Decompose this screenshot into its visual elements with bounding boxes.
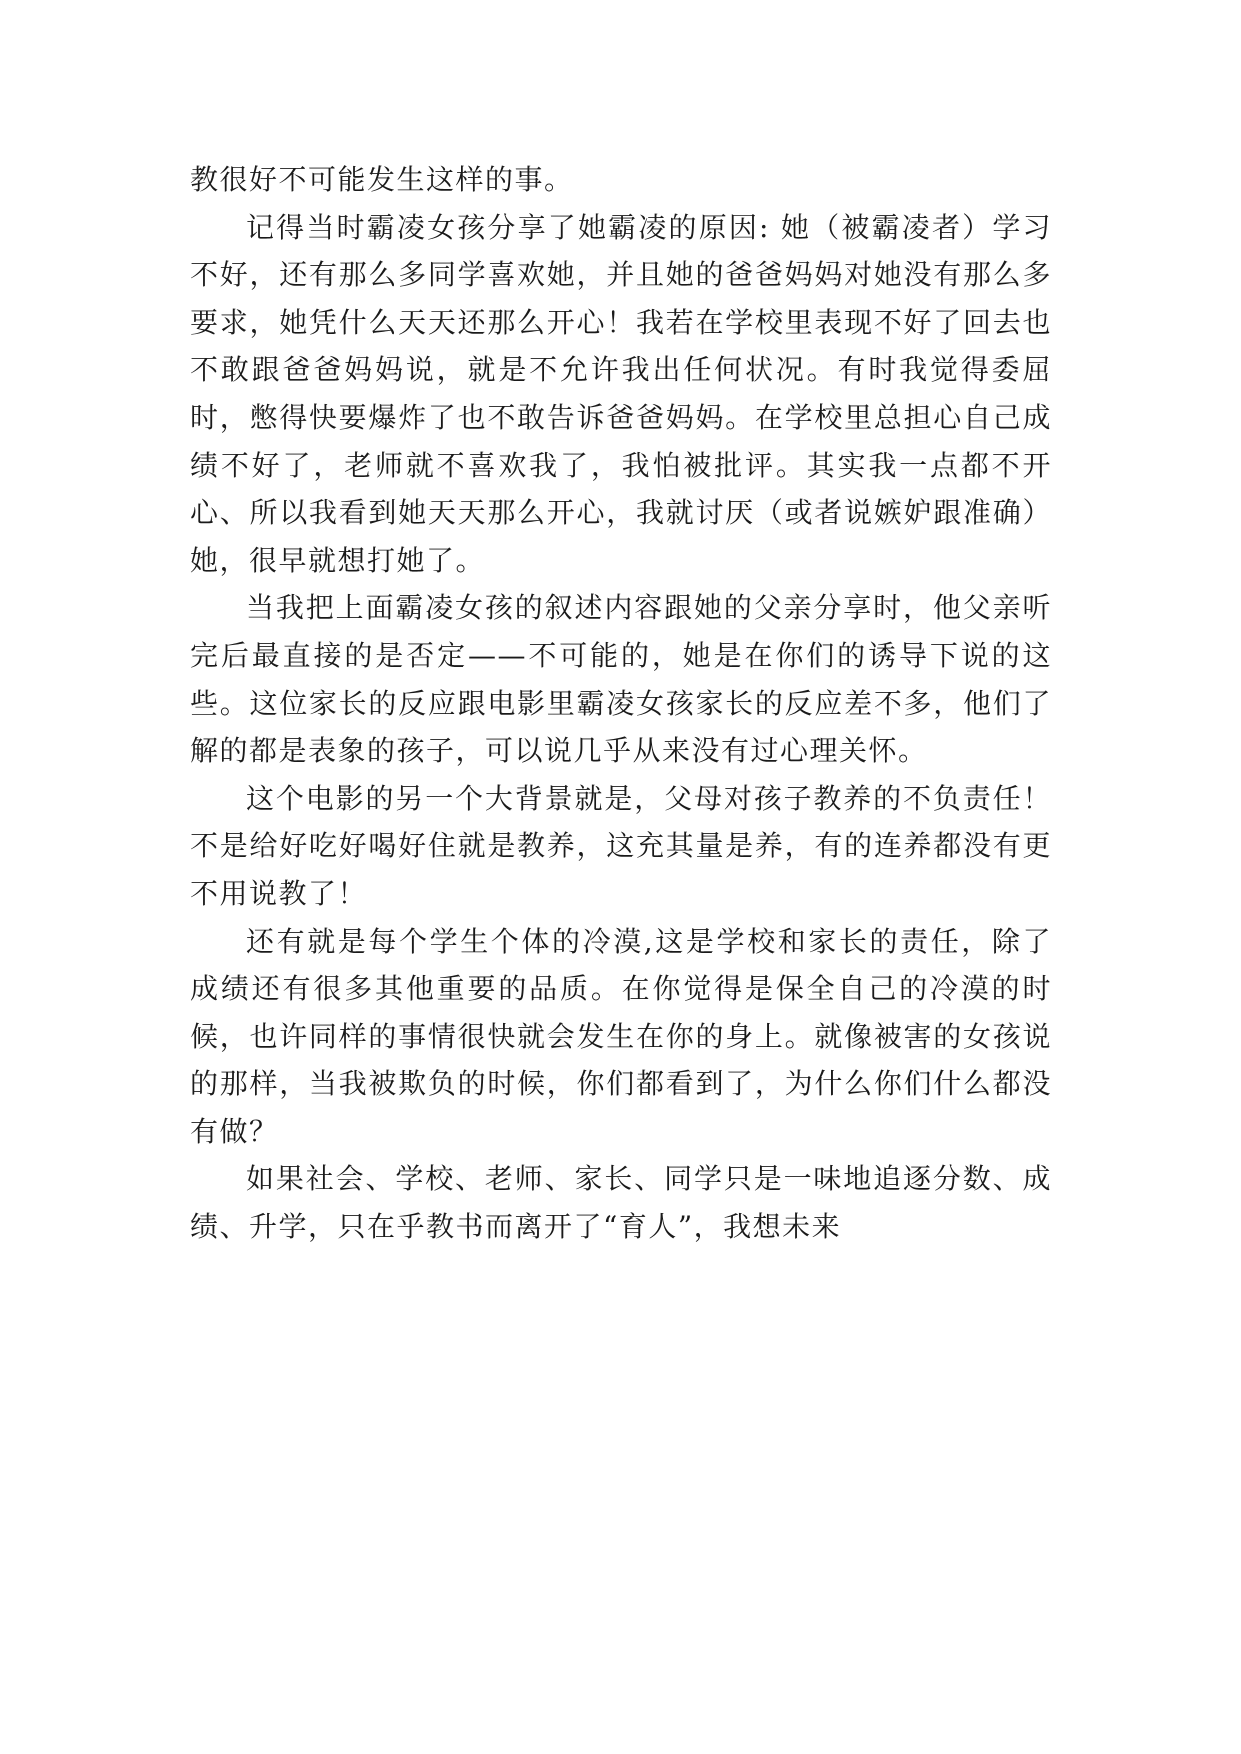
- paragraph-indifference: 还有就是每个学生个体的冷漠,这是学校和家长的责任，除了成绩还有很多其他重要的品质。在你觉得是保全自己的冷漠的时候，也许同样的事情很快就会发生在你的身上。就像被害的女孩说的那样，当我被欺负的时候，你们都看到了，为什么你们什么都没有做？: [190, 924, 1052, 1148]
- paragraph-society: 如果社会、学校、老师、家长、同学只是一味地追逐分数、成绩、升学，只在乎教书而离开了“育人”，我想未来: [190, 1162, 1052, 1244]
- paragraph-father-reaction: 当我把上面霸凌女孩的叙述内容跟她的父亲分享时，他父亲听完后最直接的是否定——不可能的，她是在你们的诱导下说的这些。这位家长的反应跟电影里霸凌女孩家长的反应差不多，他们了解的都是表象的孩子，可以说几乎从来没有过心理关怀。: [190, 591, 1052, 768]
- paragraph-bully-reason: 记得当时霸凌女孩分享了她霸凌的原因: 她（被霸凌者）学习不好，还有那么多同学喜欢她，并且她的爸爸妈妈对她没有那么多要求，她凭什么天天还那么开心！我若在学校里表现不好了回去也不敢跟爸爸妈妈说，就是不允许我出任何状况。有时我觉得委屈时，憋得快要爆炸了也不敢告诉爸爸妈妈。在学校里总担心自己成绩不好了，老师就不喜欢我了，我怕被批评。其实我一点都不开心、所以我看到她天天那么开心，我就讨厌（或者说嫉妒跟准确）她，很早就想打她了。: [190, 210, 1052, 577]
- paragraph-continuation: 教很好不可能发生这样的事。: [190, 163, 574, 196]
- document-body: [190, 156, 1052, 1251]
- paragraph-parent-responsibility: 这个电影的另一个大背景就是，父母对孩子教养的不负责任！不是给好吃好喝好住就是教养，这充其量是养，有的连养都没有更不用说教了！: [190, 781, 1052, 910]
